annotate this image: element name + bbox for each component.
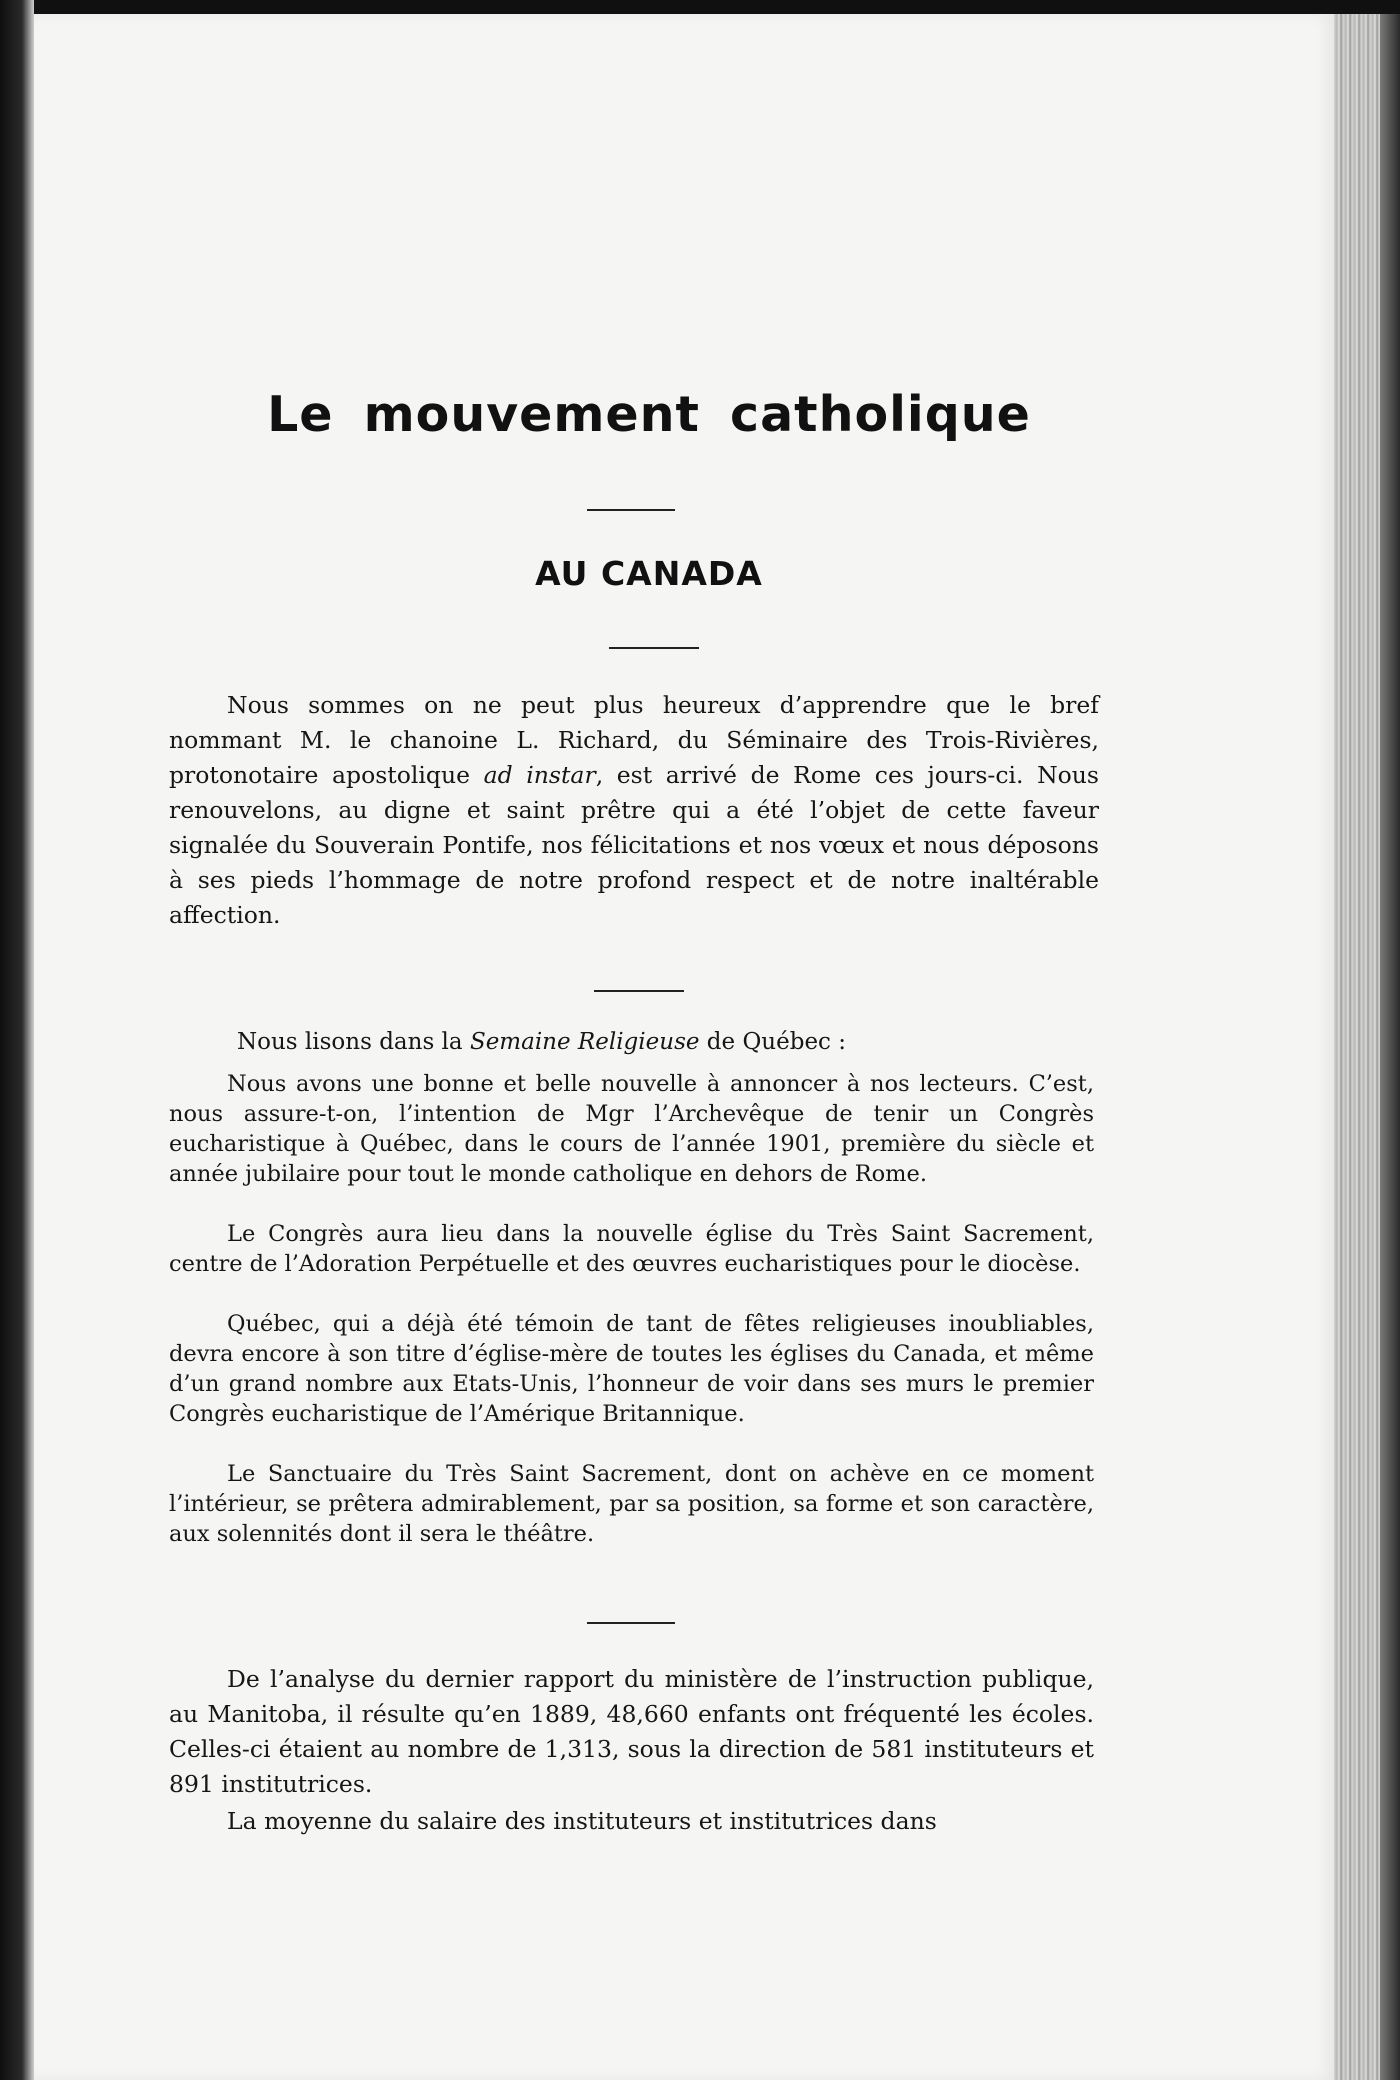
paragraph-divider-1 [594, 990, 684, 992]
scan-right-border [1380, 14, 1400, 2080]
quote-intro-text-2: de Québec : [699, 1029, 846, 1055]
paragraph-manitoba: De l’analyse du dernier rapport du ministère de l’instruction publique, au Manitoba, il résulte qu’en 1889, 48,660 enfants ont fréquenté les écoles. Celles-ci étaient au nombre de 1,313, sous la direction de 581 instituteurs et 891 institutrices. [169, 1665, 1094, 1798]
paragraph-richard-text-2: , est arrivé de Rome ces jours-ci. Nous renouvelons, au digne et saint prêtre qui a été l’objet de cette faveur signalée du Souverain Pontife, nos félicitations et nos vœux et nous déposons à ses pieds l’hommage de notre profond respect et de notre inaltérable affection. [169, 761, 1099, 929]
paragraph-richard [169, 688, 1099, 933]
scan-left-border [0, 0, 34, 2080]
section-heading: AU CANADA [535, 554, 763, 593]
quote-paragraph: Québec, qui a déjà été témoin de tant de fêtes religieuses inoubliables, devra encore à son titre d’église-mère de toutes les églises du Canada, et même d’un grand nombre aux Etats-Unis, l’honneur de voir dans ses murs le premier Congrès eucharistique de l’Amérique Britannique. [169, 1311, 1094, 1427]
paragraph-divider-2 [587, 1622, 675, 1624]
quote-intro-italic: Semaine Religieuse [469, 1029, 700, 1055]
quote-intro-text-1: Nous lisons dans la [237, 1029, 470, 1055]
quote-paragraph: Le Sanctuaire du Très Saint Sacrement, dont on achève en ce moment l’intérieur, se prêtera admirablement, par sa position, sa forme et son caractère, aux solennités dont il sera le théâtre. [169, 1461, 1094, 1547]
article-title: Le mouvement catholique [267, 386, 1031, 443]
quote-paragraph: Le Congrès aura lieu dans la nouvelle église du Très Saint Sacrement, centre de l’Adoration Perpétuelle et des œuvres eucharistiques pour le diocèse. [169, 1221, 1094, 1277]
title-divider [587, 509, 675, 511]
quote-paragraph: Nous avons une bonne et belle nouvelle à annoncer à nos lecteurs. C’est, nous assure-t-on, l’intention de Mgr l’Archevêque de tenir un Congrès eucharistique à Québec, dans le cours de l’année 1901, première du siècle et année jubilaire pour tout le monde catholique en dehors de Rome. [169, 1071, 1094, 1187]
section-divider [609, 647, 699, 649]
paragraph-manitoba-continued: La moyenne du salaire des instituteurs et institutrices dans [227, 1807, 937, 1835]
paragraph-richard-text-1: Nous sommes on ne peut plus heureux d’apprendre que le bref nommant M. le chanoine L. Richard, du Séminaire des Trois-Rivières, protonotaire apostolique [169, 691, 1099, 789]
book-page [34, 14, 1334, 2080]
quote-intro [237, 1026, 1097, 1058]
paragraph-richard-italic: ad instar [483, 761, 596, 789]
